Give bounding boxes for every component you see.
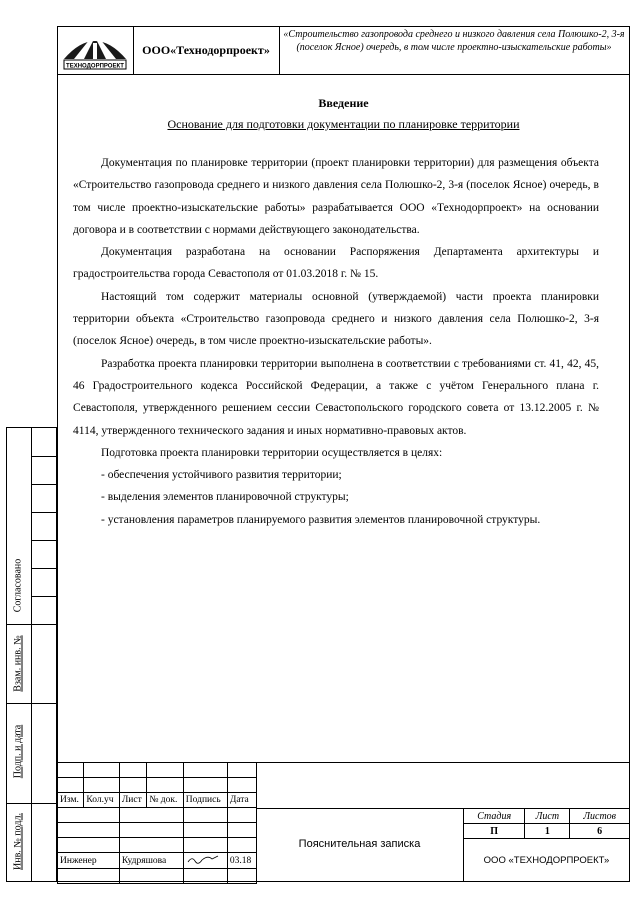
side-divider bbox=[31, 456, 57, 457]
col-header: Подпись bbox=[183, 793, 227, 808]
col-header: Кол.уч bbox=[84, 793, 119, 808]
paragraph: Документация разработана на основании Распоряжения Департамента архитектуры и градостроительства города Севастополя от 01.03.2018 г. № 15. bbox=[73, 246, 599, 281]
side-divider bbox=[6, 803, 57, 804]
object-title: «Строительство газопровода среднего и низкого давления села Полюшко-2, 3-я (поселок Ясное) очередь, в том числе проектно-изыскательские работы» bbox=[283, 29, 625, 53]
date: 03.18 bbox=[227, 853, 256, 869]
document-body bbox=[73, 152, 599, 531]
organization: ООО «ТЕХНОДОРПРОЕКТ» bbox=[464, 839, 630, 882]
side-label-sign-date: Подп. и дата bbox=[12, 724, 24, 779]
list-item: - установления параметров планируемого развития элементов планировочной структуры. bbox=[101, 513, 541, 526]
side-divider bbox=[31, 540, 57, 541]
sheet-label: Лист bbox=[525, 809, 570, 824]
stamp-left-table bbox=[57, 762, 257, 884]
page-title: Введение bbox=[318, 96, 369, 110]
side-label-inv-replace: Взам. инв. № bbox=[12, 635, 24, 692]
sheets-value: 6 bbox=[570, 824, 630, 839]
side-divider bbox=[6, 703, 57, 704]
company-logo bbox=[60, 29, 130, 71]
role: Инженер bbox=[58, 853, 120, 869]
stamp-right-table bbox=[463, 808, 630, 882]
stage-label: Стадия bbox=[464, 809, 525, 824]
side-divider bbox=[31, 512, 57, 513]
signature bbox=[183, 853, 227, 869]
col-header: Дата bbox=[227, 793, 256, 808]
side-label-agreed: Согласовано bbox=[12, 558, 24, 613]
signature-mark bbox=[186, 853, 220, 865]
side-divider bbox=[6, 624, 57, 625]
col-header: Изм. bbox=[58, 793, 84, 808]
side-divider bbox=[31, 427, 32, 882]
company-name: ООО«Технодорпроект» bbox=[142, 42, 270, 57]
side-divider bbox=[31, 484, 57, 485]
author-name: Кудряшова bbox=[119, 853, 183, 869]
side-divider bbox=[31, 596, 57, 597]
header-divider bbox=[57, 74, 630, 75]
paragraph: Настоящий том содержит материалы основной (утверждаемой) части проекта планировки территории объекта «Строительство газопровода среднего и низкого давления села Полюшко-2, 3-я (поселок Ясное) очередь, в том числе проектно-изыскательские работы». bbox=[73, 290, 599, 348]
paragraph: Подготовка проекта планировки территории осуществляется в целях: bbox=[101, 446, 443, 459]
svg-text:ТЕХНОДОРПРОЕКТ: ТЕХНОДОРПРОЕКТ bbox=[66, 63, 124, 70]
side-divider bbox=[31, 568, 57, 569]
list-item: - выделения элементов планировочной структуры; bbox=[101, 491, 349, 504]
header-divider bbox=[279, 26, 280, 74]
section-subtitle: Основание для подготовки документации по планировке территории bbox=[167, 117, 520, 131]
document-title: Пояснительная записка bbox=[298, 838, 421, 850]
list-item: - обеспечения устойчивого развития территории; bbox=[101, 469, 342, 482]
paragraph: Разработка проекта планировки территории выполнена в соответствии с требованиями ст. 41, 42, 45, 46 Градостроительного кодекса Российской Федерации, а также с учётом Генерального плана г. Севастополя, утвержденного решением сессии Севастопольского городского совета от 13.12.2005 г. № 4114, утвержденного технического задания и иных нормативно-правовых актов. bbox=[73, 357, 599, 437]
stage-value: П bbox=[464, 824, 525, 839]
sheet-value: 1 bbox=[525, 824, 570, 839]
col-header: Лист bbox=[119, 793, 147, 808]
side-label-inv-orig: Инв. № подл. bbox=[12, 813, 24, 870]
col-header: № док. bbox=[147, 793, 183, 808]
paragraph: Документация по планировке территории (проект планировки территории) для размещения объекта «Строительство газопровода среднего и низкого давления села Полюшко-2, 3-я (поселок Ясное) очередь, в том числе проектно-изыскательские работы» разрабатывается ООО «Технодорпроект» на основании договора и в соответствии с нормами действующего законодательства. bbox=[73, 157, 599, 236]
sheets-label: Листов bbox=[570, 809, 630, 824]
